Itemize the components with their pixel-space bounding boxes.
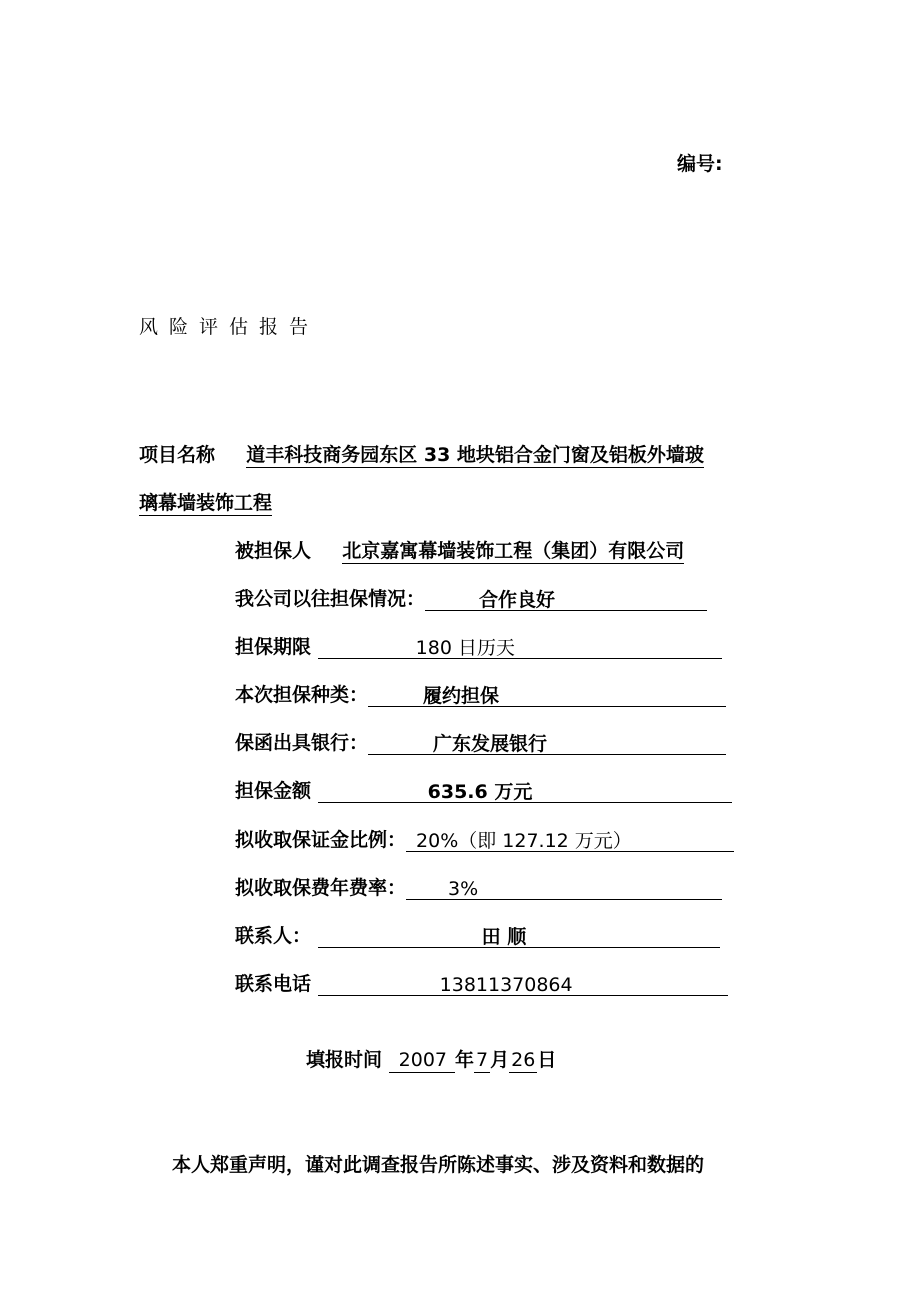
- field-value: 20%（即 127.12 万元）: [416, 830, 632, 852]
- field-label: 拟收取保费年费率：: [235, 877, 407, 899]
- field-value-line: [368, 732, 726, 755]
- field-label: 联系人：: [235, 925, 312, 947]
- field-label: 被担保人: [235, 540, 312, 562]
- project-name-row: [139, 443, 704, 468]
- project-name-value-line1: 道丰科技商务园东区 33 地块铝合金门窗及铝板外墙玻: [246, 444, 704, 466]
- declaration-text: 本人郑重声明，谨对此调查报告所陈述事实、涉及资料和数据的: [172, 1154, 705, 1176]
- fill-date-month: 7: [476, 1049, 489, 1071]
- field-annual-fee-rate: [235, 876, 722, 900]
- field-value-line: [318, 973, 728, 996]
- fill-date-year-unit: 年: [455, 1049, 475, 1071]
- fill-date-row: [306, 1048, 556, 1073]
- field-value: 田 顺: [481, 926, 527, 948]
- field-label: 拟收取保证金比例：: [235, 829, 407, 851]
- field-value-line: [425, 588, 707, 611]
- report-title: 风险评估报告: [139, 316, 320, 338]
- field-value: 合作良好: [479, 589, 556, 611]
- field-value: 180 日历天: [415, 637, 515, 659]
- fill-date-day-unit: 日: [537, 1049, 557, 1071]
- field-past-guarantee: [235, 587, 707, 611]
- field-guaranteed-party: [235, 539, 684, 564]
- project-name-label: 项目名称: [139, 444, 216, 466]
- field-contact-person: [235, 924, 720, 948]
- field-value: 北京嘉寓幕墙装饰工程（集团）有限公司: [342, 540, 685, 562]
- field-value-line: [368, 684, 726, 707]
- field-value-line: [406, 829, 734, 852]
- field-value-line: [318, 925, 720, 948]
- field-contact-phone: [235, 972, 728, 996]
- field-label: 保函出具银行：: [235, 732, 369, 754]
- field-deposit-ratio: [235, 828, 734, 852]
- field-value-line: [318, 780, 732, 803]
- fill-date-month-unit: 月: [490, 1049, 510, 1071]
- field-issuing-bank: [235, 731, 726, 755]
- field-label: 联系电话: [235, 973, 312, 995]
- field-value: 13811370864: [439, 974, 573, 996]
- fill-date-day: 26: [511, 1049, 536, 1071]
- field-value: 635.6 万元: [427, 781, 533, 803]
- field-value-line: [318, 636, 722, 659]
- field-value-line: [406, 877, 722, 900]
- field-value: 3%: [448, 878, 479, 900]
- project-name-row-2: [139, 491, 272, 516]
- field-value: 履约担保: [423, 685, 500, 707]
- field-label: 我公司以往担保情况：: [235, 588, 426, 610]
- field-guarantee-period: [235, 635, 722, 659]
- field-guarantee-amount: [235, 779, 732, 803]
- field-label: 本次担保种类：: [235, 684, 369, 706]
- fill-date-year: 2007: [389, 1048, 455, 1073]
- project-name-value-line2: 璃幕墙装饰工程: [139, 492, 273, 514]
- field-value: 广东发展银行: [433, 733, 548, 755]
- field-guarantee-type: [235, 683, 726, 707]
- fill-date-label: 填报时间: [306, 1049, 383, 1071]
- field-label: 担保金额: [235, 780, 312, 802]
- field-label: 担保期限: [235, 636, 312, 658]
- serial-number-label: 编号:: [677, 153, 723, 175]
